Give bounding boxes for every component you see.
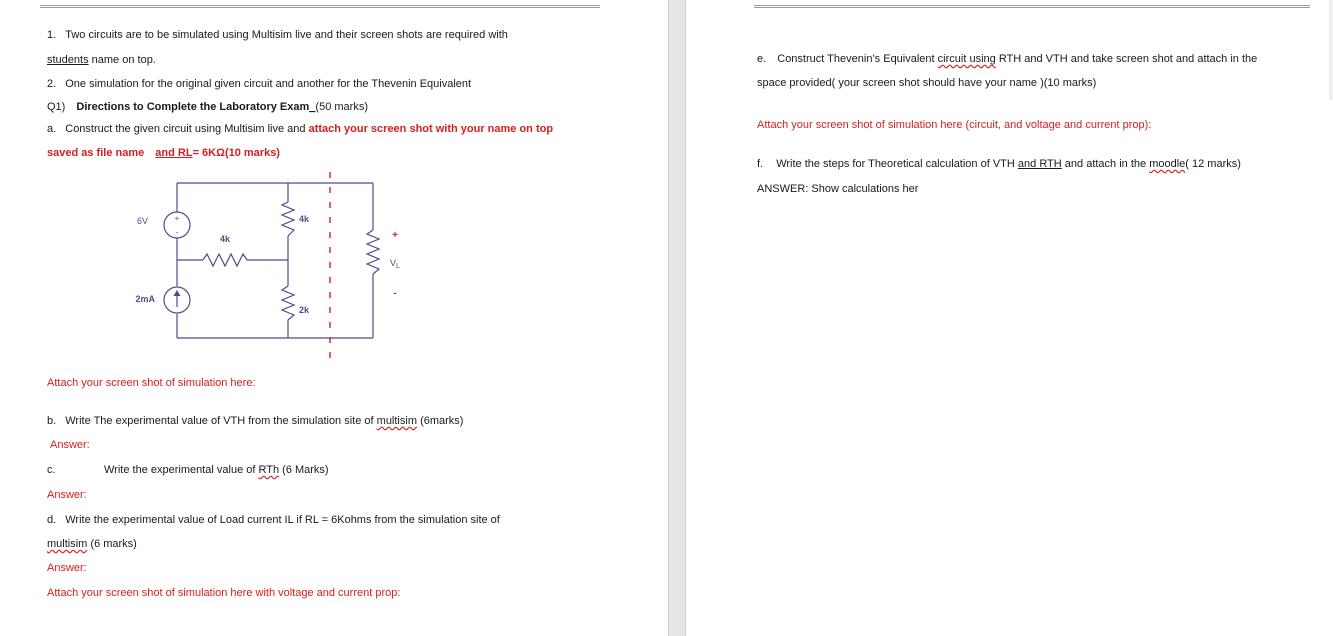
header-rule [40, 5, 600, 8]
item-1-number: 1. [47, 29, 57, 41]
saved-as-text: saved as file name [47, 147, 145, 159]
item-e [757, 52, 1257, 66]
answer-f: ANSWER: Show calculations her [757, 183, 919, 195]
item-c-marks: (6 Marks) [282, 464, 329, 476]
item-e-circuit-using: circuit using [937, 53, 996, 65]
vl-label [390, 258, 400, 270]
item-b-text: Write The experimental value of VTH from the simulation site of [65, 415, 374, 427]
item-f-moodle: moodle [1149, 158, 1186, 170]
scrollbar[interactable] [1329, 0, 1333, 100]
item-1-cont-text: name on top. [91, 54, 156, 66]
item-2 [47, 77, 471, 91]
attach-screenshot-right: Attach your screen shot of simulation here (circuit, and voltage and current prop): [757, 119, 1152, 131]
saved-as-line [47, 146, 280, 160]
item-d-text: Write the experimental value of Load current IL if RL = 6Kohms from the simulation site of [65, 514, 500, 526]
source-plus-sign: + [174, 214, 180, 223]
answer-b: Answer: [50, 439, 90, 451]
q1-gap: _ [309, 101, 316, 113]
item-e-label: e. [757, 53, 767, 65]
q1-heading [47, 100, 368, 114]
item-a-label: a. [47, 123, 57, 135]
item-1 [47, 28, 508, 42]
item-d-cont [47, 537, 137, 551]
label-6v: 6V [136, 216, 148, 226]
item-e-text2: RTH and VTH and take screen shot and attach in the [998, 53, 1258, 65]
circuit-diagram [110, 168, 410, 368]
item-f-label: f. [757, 158, 764, 170]
item-1-cont [47, 53, 156, 67]
item-c-rth: RTh [258, 464, 280, 476]
item-2-text: One simulation for the original given circuit and another for the Thevenin Equivalent [65, 78, 472, 90]
vl-plus: + [392, 230, 398, 241]
attach-screenshot-2: Attach your screen shot of simulation here with voltage and current prop: [47, 587, 401, 599]
item-c-text: Write the experimental value of [104, 464, 256, 476]
label-r-mid-4k: 4k [220, 234, 231, 244]
q1-directions: Directions to Complete the Laboratory Exam [76, 101, 310, 113]
resistor-load [367, 230, 379, 274]
item-f-marks: ( 12 marks) [1185, 158, 1241, 170]
answer-c: Answer: [47, 489, 87, 501]
label-r-top-4k: 4k [299, 214, 310, 224]
item-a [47, 122, 553, 136]
item-f-text: Write the steps for Theoretical calculation of VTH [776, 158, 1015, 170]
resistor-4k-vertical [282, 202, 294, 236]
vl-main: V [390, 258, 397, 268]
rl-value: = 6KΩ(10 marks) [192, 147, 280, 159]
item-d-marks: (6 marks) [90, 538, 137, 550]
answer-d: Answer: [47, 562, 87, 574]
label-2ma: 2mA [135, 294, 155, 304]
resistor-4k-horizontal [203, 254, 247, 266]
item-e-text: Construct Thevenin’s Equivalent [777, 53, 935, 65]
page-gutter [668, 0, 686, 636]
item-b [47, 414, 463, 428]
item-c-label: c. [47, 464, 56, 476]
header-rule-right [754, 5, 1310, 8]
item-2-number: 2. [47, 78, 57, 90]
item-c-body [104, 463, 329, 477]
resistor-2k-vertical [282, 286, 294, 320]
item-e-line2: space provided( your screen shot should have your name )(10 marks) [757, 77, 1097, 89]
item-d-label: d. [47, 514, 57, 526]
item-b-multisim: multisim [376, 415, 417, 427]
vl-subscript: L [396, 263, 400, 270]
students-word: students [47, 54, 89, 66]
current-arrow-head [174, 290, 181, 296]
and-rl: and RL [155, 147, 193, 159]
q1-marks: (50 marks) [315, 101, 368, 113]
item-d [47, 513, 500, 527]
item-1-text: Two circuits are to be simulated using Multisim live and their screen shots are required with [65, 29, 508, 41]
item-f-and-rth: and RTH [1017, 158, 1062, 170]
item-b-label: b. [47, 415, 57, 427]
vl-minus: - [393, 288, 397, 299]
item-a-red-text: attach your screen shot with your name on top [308, 123, 554, 135]
item-d-multisim: multisim [47, 538, 88, 550]
item-a-text: Construct the given circuit using Multisim live and [65, 123, 306, 135]
gutter-edge-left [668, 0, 669, 636]
item-f [757, 157, 1241, 171]
item-c [47, 463, 56, 477]
attach-screenshot-1: Attach your screen shot of simulation here: [47, 377, 256, 389]
source-minus-sign: - [175, 228, 179, 237]
label-r-bottom-2k: 2k [299, 305, 310, 315]
q1-label: Q1) [47, 101, 66, 113]
item-f-text2: and attach in the [1064, 158, 1147, 170]
item-b-marks: (6marks) [420, 415, 464, 427]
document-page-right [686, 0, 1333, 636]
